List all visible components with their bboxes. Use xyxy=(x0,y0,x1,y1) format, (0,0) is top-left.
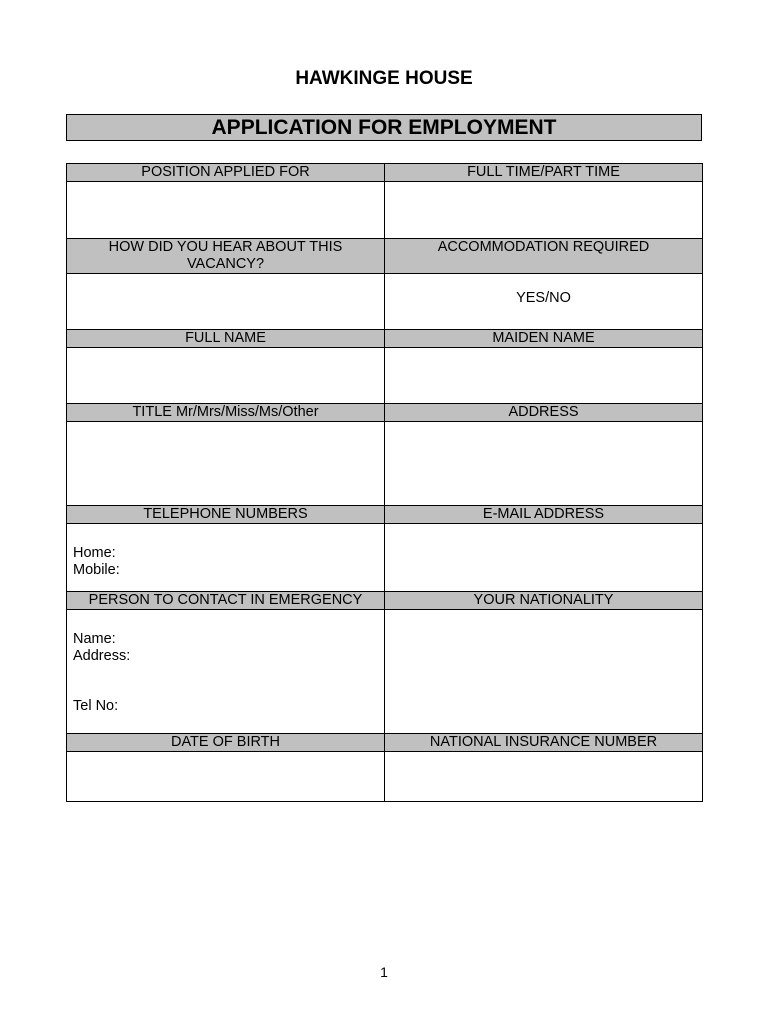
address-label: ADDRESS xyxy=(385,404,703,422)
maiden-name-field[interactable] xyxy=(385,348,703,404)
emergency-contact-field[interactable] xyxy=(67,610,385,734)
email-address-label: E-MAIL ADDRESS xyxy=(385,506,703,524)
phone-home-label: Home: xyxy=(73,545,116,561)
address-field[interactable] xyxy=(385,422,703,506)
national-insurance-label: NATIONAL INSURANCE NUMBER xyxy=(385,734,703,752)
emergency-tel-label: Tel No: xyxy=(73,698,119,714)
accommodation-required-label: ACCOMMODATION REQUIRED xyxy=(385,239,703,274)
telephone-numbers-field[interactable] xyxy=(67,524,385,592)
date-of-birth-field[interactable] xyxy=(67,752,385,802)
nationality-field[interactable] xyxy=(385,610,703,734)
maiden-name-label: MAIDEN NAME xyxy=(385,330,703,348)
phone-mobile-label: Mobile: xyxy=(73,562,120,578)
date-of-birth-label: DATE OF BIRTH xyxy=(67,734,385,752)
nationality-label: YOUR NATIONALITY xyxy=(385,592,703,610)
how-did-you-hear-label: HOW DID YOU HEAR ABOUT THIS VACANCY? xyxy=(67,239,385,274)
telephone-numbers-label: TELEPHONE NUMBERS xyxy=(67,506,385,524)
emergency-name-label: Name: xyxy=(73,631,116,647)
title-label: TITLE Mr/Mrs/Miss/Ms/Other xyxy=(67,404,385,422)
application-form-table xyxy=(66,163,703,802)
full-name-field[interactable] xyxy=(67,348,385,404)
full-time-part-time-label: FULL TIME/PART TIME xyxy=(385,164,703,182)
how-did-you-hear-field[interactable] xyxy=(67,274,385,330)
national-insurance-field[interactable] xyxy=(385,752,703,802)
page-number: 1 xyxy=(380,964,388,980)
accommodation-yes-no: YES/NO xyxy=(516,290,571,306)
full-time-part-time-field[interactable] xyxy=(385,182,703,239)
accommodation-required-field[interactable] xyxy=(385,274,703,330)
full-name-label: FULL NAME xyxy=(67,330,385,348)
form-title: APPLICATION FOR EMPLOYMENT xyxy=(66,114,702,141)
email-address-field[interactable] xyxy=(385,524,703,592)
emergency-address-label: Address: xyxy=(73,648,131,664)
title-field[interactable] xyxy=(67,422,385,506)
position-applied-label: POSITION APPLIED FOR xyxy=(67,164,385,182)
organization-title: HAWKINGE HOUSE xyxy=(295,68,473,89)
emergency-contact-label: PERSON TO CONTACT IN EMERGENCY xyxy=(67,592,385,610)
position-applied-field[interactable] xyxy=(67,182,385,239)
